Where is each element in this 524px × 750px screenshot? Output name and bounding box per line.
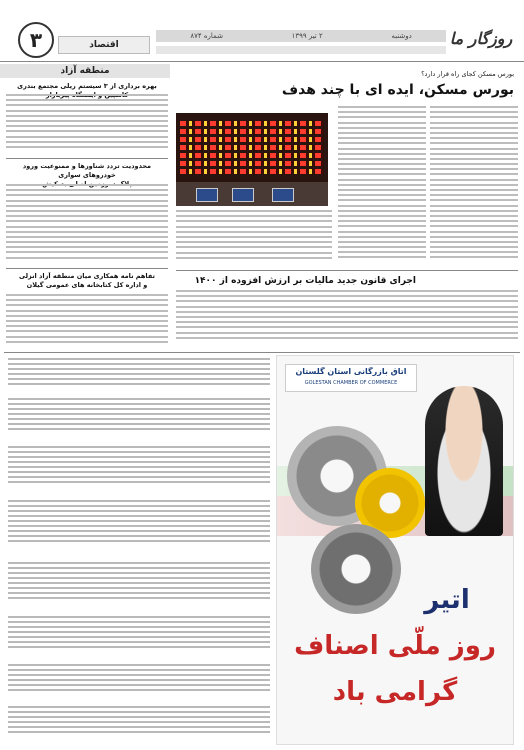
tax-divider [176, 270, 518, 271]
story-caspian-title: بهره برداری از ۳ سیستم ریلی مجتمع بندری [17, 82, 157, 90]
story-kish [6, 162, 168, 262]
legal-notice [8, 562, 270, 602]
masthead [0, 0, 524, 62]
story-anzali-subtitle: و اداره کل کتابخانه های عمومی گیلان [26, 281, 148, 289]
story-anzali-title: تفاهم نامه همکاری میان منطقه آزاد انزلی [19, 272, 155, 280]
chamber-name-en: GOLESTAN CHAMBER OF COMMERCE [304, 380, 398, 386]
guild-day-advertisement [276, 355, 514, 745]
issue-label: شماره ۸۷۴ [190, 32, 223, 40]
masthead-rule [156, 46, 446, 54]
legal-notice [8, 616, 270, 651]
tax-body [176, 290, 518, 350]
story-kish-body [6, 184, 168, 262]
section-label: اقتصاد [58, 36, 150, 54]
masthead-divider [0, 61, 524, 62]
story-kish-title: محدودیت تردد شناورها و ممنوعیت ورود خودروهای سواری [22, 162, 152, 179]
legal-notice [8, 398, 270, 433]
main-under-photo [176, 210, 332, 266]
chamber-name: اتاق بازرگانی استان گلستان [295, 367, 407, 376]
lower-divider [4, 352, 520, 353]
date-label: ۲ تیر ۱۳۹۹ [291, 32, 323, 40]
story-caspian [6, 82, 168, 152]
story-caspian-body [6, 94, 168, 151]
portrait-image [425, 386, 503, 536]
legal-notice [8, 500, 270, 545]
left-section-header: منطقه آزاد [0, 64, 170, 78]
page-number-badge: ۳ [18, 22, 54, 58]
legal-notice [8, 358, 270, 388]
stock-exchange-photo [176, 113, 328, 206]
ad-title: روز ملّی اصناف [294, 631, 496, 661]
newspaper-logo: روزگار ما [449, 29, 513, 48]
chamber-logo [285, 364, 417, 392]
ad-month: اتیر [424, 585, 470, 615]
tax-headline: اجرای قانون جدید مالیات بر ارزش افزوده از ۱۴۰۰ [194, 276, 416, 286]
story-anzali [6, 272, 168, 350]
main-col-2 [338, 106, 426, 266]
main-kicker: بورس مسکن کجای راه قرار دارد؟ [421, 70, 514, 78]
date-bar [156, 30, 446, 42]
day-label: دوشنبه [391, 32, 412, 40]
left-divider-2 [6, 268, 168, 269]
main-headline: بورس مسکن، ایده ای با چند هدف [281, 82, 514, 98]
legal-notice [8, 664, 270, 694]
story-anzali-body [6, 294, 168, 346]
legal-notice [8, 446, 270, 486]
left-divider-1 [6, 158, 168, 159]
ad-greeting: گرامی باد [332, 677, 458, 707]
main-col-1 [430, 106, 518, 266]
legal-notice [8, 706, 270, 736]
